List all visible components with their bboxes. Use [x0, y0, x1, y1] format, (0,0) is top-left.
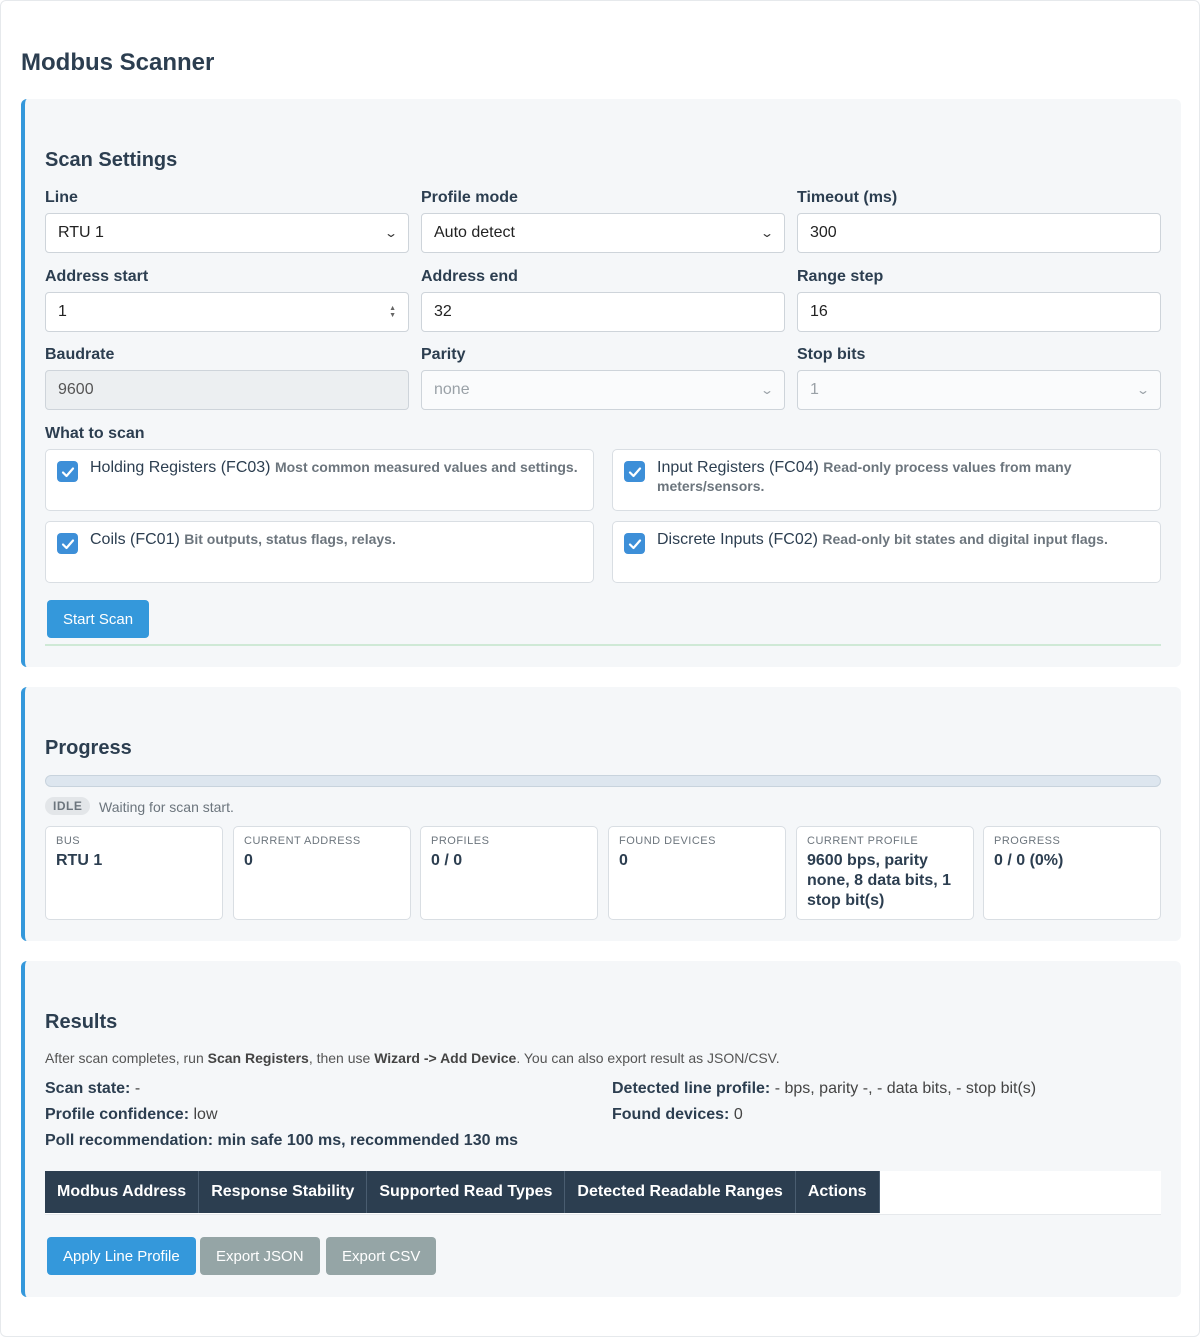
scan-option-coils[interactable]	[45, 521, 594, 583]
scan-option-text	[90, 530, 579, 549]
stat-value: 0	[619, 852, 628, 869]
chevron-down-icon: ⌄	[383, 226, 399, 240]
parity-select	[421, 370, 785, 410]
divider	[45, 644, 1161, 646]
progress-bar	[45, 775, 1161, 787]
timeout-input[interactable]	[797, 213, 1161, 253]
apply-line-profile-button[interactable]: Apply Line Profile	[47, 1237, 196, 1275]
scan-option-description: Bit outputs, status flags, relays.	[184, 531, 396, 547]
scan-option-holding-registers[interactable]	[45, 449, 594, 511]
scan-option-text	[657, 458, 1146, 496]
profile-confidence	[45, 1106, 218, 1124]
chevron-down-icon: ⌄	[759, 226, 775, 240]
scan-option-discrete-inputs[interactable]	[612, 521, 1161, 583]
stat-profiles	[420, 826, 598, 920]
stat-found-devices	[608, 826, 786, 920]
scan-option-name: Input Registers (FC04)	[657, 459, 819, 476]
address-end-value: 32	[434, 303, 452, 320]
checkbox-checked-icon[interactable]	[624, 461, 645, 482]
scan-option-name: Coils (FC01)	[90, 531, 180, 548]
scan-option-input-registers[interactable]	[612, 449, 1161, 511]
scan-settings-title: Scan Settings	[45, 149, 178, 171]
address-start-value: 1	[58, 303, 67, 320]
results-table	[45, 1171, 1161, 1215]
export-json-button[interactable]: Export JSON	[200, 1237, 320, 1275]
checkbox-checked-icon[interactable]	[57, 461, 78, 482]
profile-mode-value: Auto detect	[434, 224, 515, 241]
address-start-input[interactable]	[45, 292, 409, 332]
status-badge: IDLE	[45, 797, 90, 815]
stat-label: PROFILES	[431, 835, 490, 847]
poll-recommendation-text: Poll recommendation: min safe 100 ms, recommended 130 ms	[45, 1132, 519, 1149]
address-end-label: Address end	[421, 268, 518, 285]
chevron-down-icon: ⌄	[1135, 383, 1151, 397]
address-start-label: Address start	[45, 268, 149, 285]
note-scan-registers: Scan Registers	[207, 1050, 309, 1066]
column-header-detected-readable-ranges[interactable]: Detected Readable Ranges	[565, 1171, 795, 1213]
progress-card	[21, 687, 1181, 941]
column-header-supported-read-types[interactable]: Supported Read Types	[367, 1171, 565, 1213]
what-to-scan-label: What to scan	[45, 425, 145, 442]
found-devices-value: 0	[733, 1106, 743, 1123]
progress-title: Progress	[45, 737, 132, 759]
profile-confidence-label: Profile confidence:	[45, 1106, 190, 1123]
stat-label: CURRENT PROFILE	[807, 835, 919, 847]
scan-option-text	[657, 530, 1146, 549]
results-title: Results	[45, 1011, 118, 1033]
scan-option-name: Holding Registers (FC03)	[90, 459, 271, 476]
stop-bits-select	[797, 370, 1161, 410]
stat-current-address	[233, 826, 411, 920]
detected-line-profile	[612, 1080, 1036, 1098]
stop-bits-label: Stop bits	[797, 346, 866, 363]
stat-label: FOUND DEVICES	[619, 835, 716, 847]
scan-state-value: -	[134, 1080, 141, 1097]
profile-confidence-value: low	[193, 1106, 218, 1123]
address-end-input[interactable]	[421, 292, 785, 332]
stat-bus	[45, 826, 223, 920]
results-card	[21, 961, 1181, 1297]
note-text: . You can also export result as JSON/CSV.	[516, 1050, 780, 1066]
results-note	[45, 1050, 780, 1066]
stat-progress	[983, 826, 1161, 920]
note-text: , then use	[308, 1050, 375, 1066]
detected-line-profile-value: - bps, parity -, - data bits, - stop bit(s)	[774, 1080, 1037, 1097]
stat-current-profile	[796, 826, 974, 920]
parity-value: none	[434, 381, 470, 398]
detected-line-profile-label: Detected line profile:	[612, 1080, 771, 1097]
baudrate-value: 9600	[58, 381, 94, 398]
profile-mode-label: Profile mode	[421, 189, 518, 206]
stat-value: 0 / 0 (0%)	[994, 852, 1064, 869]
scan-option-name: Discrete Inputs (FC02)	[657, 531, 818, 548]
stat-label: PROGRESS	[994, 835, 1061, 847]
timeout-label: Timeout (ms)	[797, 189, 898, 206]
column-header-response-stability[interactable]: Response Stability	[199, 1171, 367, 1213]
stat-label: CURRENT ADDRESS	[244, 835, 361, 847]
note-wizard-add-device: Wizard -> Add Device	[374, 1050, 517, 1066]
stat-value: RTU 1	[56, 852, 103, 869]
found-devices-label: Found devices:	[612, 1106, 730, 1123]
stepper-icon[interactable]: ▲ ▼	[389, 305, 396, 319]
start-scan-button[interactable]: Start Scan	[47, 600, 149, 638]
checkbox-checked-icon[interactable]	[57, 533, 78, 554]
chevron-down-icon: ⌄	[759, 383, 775, 397]
stat-label: BUS	[56, 835, 81, 847]
scan-option-text	[90, 458, 579, 477]
baudrate-input	[45, 370, 409, 410]
column-header-actions[interactable]: Actions	[796, 1171, 880, 1213]
range-step-label: Range step	[797, 268, 884, 285]
profile-mode-select[interactable]	[421, 213, 785, 253]
scan-option-description: Most common measured values and settings.	[274, 459, 578, 475]
checkbox-checked-icon[interactable]	[624, 533, 645, 554]
line-value: RTU 1	[58, 224, 104, 241]
stat-value: 9600 bps, parity none, 8 data bits, 1 stop bit(s)	[807, 852, 952, 909]
timeout-value: 300	[810, 224, 837, 241]
scan-option-description: Read-only process values from many meters/sensors.	[657, 459, 1072, 494]
scan-state	[45, 1080, 140, 1098]
scan-state-label: Scan state:	[45, 1080, 131, 1097]
poll-recommendation	[45, 1132, 518, 1150]
column-header-modbus-address[interactable]: Modbus Address	[45, 1171, 199, 1213]
page-title: Modbus Scanner	[21, 49, 215, 76]
stat-value: 0 / 0	[431, 852, 463, 869]
line-select[interactable]	[45, 213, 409, 253]
range-step-value: 16	[810, 303, 828, 320]
note-text: After scan completes, run	[45, 1050, 208, 1066]
range-step-input[interactable]	[797, 292, 1161, 332]
scan-option-description: Read-only bit states and digital input flags.	[822, 531, 1108, 547]
export-csv-button[interactable]: Export CSV	[326, 1237, 436, 1275]
scan-settings-card	[21, 99, 1181, 667]
found-devices	[612, 1106, 743, 1124]
parity-label: Parity	[421, 346, 466, 363]
stat-value: 0	[244, 852, 253, 869]
stop-bits-value: 1	[810, 381, 819, 398]
status-text: Waiting for scan start.	[99, 799, 234, 815]
baudrate-label: Baudrate	[45, 346, 115, 363]
line-label: Line	[45, 189, 78, 206]
